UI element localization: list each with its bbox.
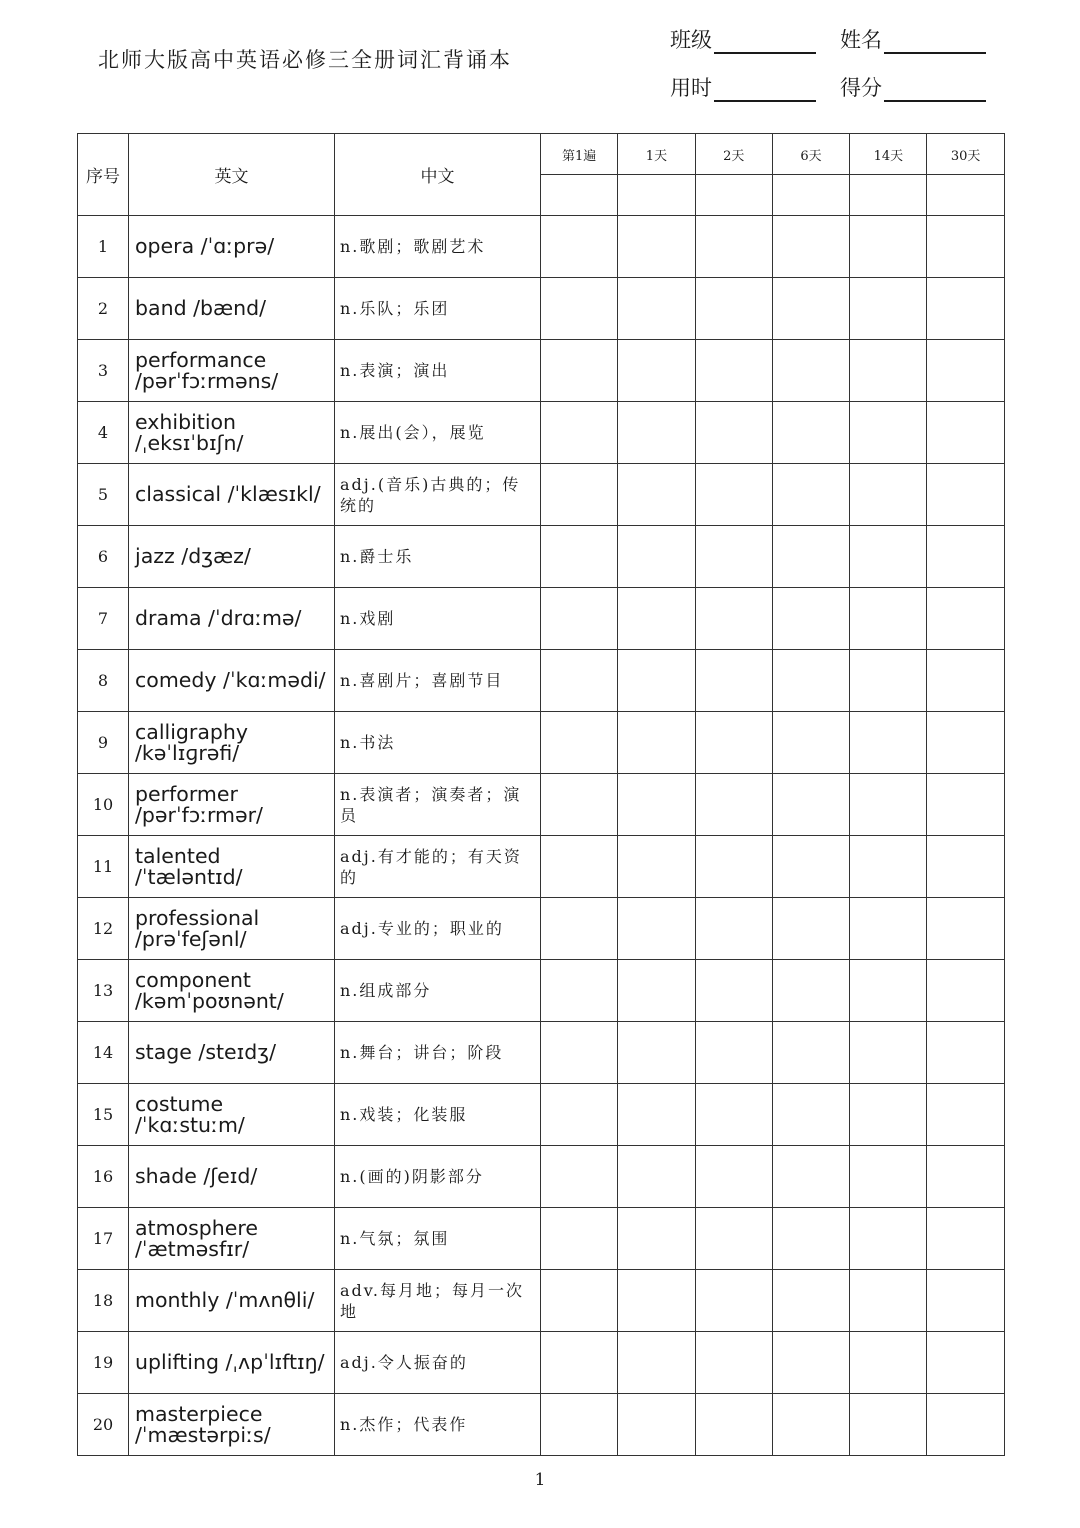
review-check-cell [927, 1394, 1004, 1456]
column-header-index: 序号 [78, 134, 129, 216]
review-check-cell [695, 774, 772, 836]
review-check-cell [618, 588, 695, 650]
row-index: 12 [78, 898, 129, 960]
chinese-meaning: n.表演者；演奏者；演员 [335, 774, 541, 836]
review-check-cell [850, 1270, 927, 1332]
review-check-cell [695, 340, 772, 402]
english-word [129, 216, 335, 278]
chinese-meaning: n.杰作；代表作 [335, 1394, 541, 1456]
english-word-line: jazz /dʒæz/ [135, 544, 251, 568]
english-word [129, 774, 335, 836]
review-check-cell [618, 464, 695, 526]
table-row [78, 712, 1005, 774]
review-check-cell [927, 650, 1004, 712]
review-check-cell [927, 1084, 1004, 1146]
english-word [129, 1022, 335, 1084]
english-word-line: /ˈtæləntɪd/ [135, 864, 243, 889]
review-check-cell [618, 1270, 695, 1332]
english-word-line: component [135, 967, 251, 992]
table-row [78, 1394, 1005, 1456]
review-check-cell [927, 1270, 1004, 1332]
table-row [78, 960, 1005, 1022]
english-word-line: calligraphy [135, 719, 249, 744]
chinese-meaning: n.表演；演出 [335, 340, 541, 402]
english-word-line: /prəˈfeʃənl/ [135, 926, 247, 951]
review-check-cell [541, 650, 618, 712]
review-check-cell [850, 898, 927, 960]
review-check-cell [541, 464, 618, 526]
row-index: 7 [78, 588, 129, 650]
table-row [78, 1084, 1005, 1146]
review-check-cell [541, 175, 618, 216]
review-check-cell [618, 526, 695, 588]
english-word-line: comedy /ˈkɑːmədi/ [135, 668, 326, 692]
review-check-cell [695, 278, 772, 340]
chinese-meaning: n.歌剧；歌剧艺术 [335, 216, 541, 278]
review-check-cell [850, 1394, 927, 1456]
review-check-cell [695, 1332, 772, 1394]
row-index: 4 [78, 402, 129, 464]
english-word-line: drama /ˈdrɑːmə/ [135, 606, 302, 630]
english-word [129, 1084, 335, 1146]
table-body [78, 216, 1005, 1456]
review-check-cell [772, 340, 849, 402]
table-row [78, 588, 1005, 650]
english-word-line: monthly /ˈmʌnθli/ [135, 1288, 315, 1312]
class-label: 班级 [670, 28, 712, 52]
time-blank-line [714, 78, 816, 102]
english-word [129, 1208, 335, 1270]
english-word-line: performer [135, 781, 238, 806]
page-number: 1 [534, 1470, 546, 1490]
review-check-cell [618, 650, 695, 712]
row-index: 6 [78, 526, 129, 588]
english-word-line: talented [135, 843, 221, 868]
table-row [78, 774, 1005, 836]
review-check-cell [541, 526, 618, 588]
review-check-cell [541, 1332, 618, 1394]
review-check-cell [618, 1022, 695, 1084]
row-index: 16 [78, 1146, 129, 1208]
review-check-cell [772, 1146, 849, 1208]
table-row [78, 1270, 1005, 1332]
review-check-cell [695, 1208, 772, 1270]
row-index: 15 [78, 1084, 129, 1146]
review-check-cell [850, 402, 927, 464]
review-check-cell [772, 216, 849, 278]
english-word [129, 1394, 335, 1456]
score-label: 得分 [840, 76, 882, 100]
chinese-meaning: adj.专业的；职业的 [335, 898, 541, 960]
class-field [670, 24, 816, 54]
review-check-cell [541, 402, 618, 464]
review-check-cell [927, 340, 1004, 402]
review-check-cell [695, 526, 772, 588]
english-word-line: shade /ʃeɪd/ [135, 1164, 258, 1188]
column-header-chinese: 中文 [335, 134, 541, 216]
chinese-meaning: adj.(音乐)古典的；传统的 [335, 464, 541, 526]
chinese-meaning: n.爵士乐 [335, 526, 541, 588]
document-title: 北师大版高中英语必修三全册词汇背诵本 [98, 48, 512, 72]
review-check-cell [850, 1084, 927, 1146]
chinese-meaning: n.(画的)阴影部分 [335, 1146, 541, 1208]
vocabulary-table [77, 133, 1005, 1456]
table-row [78, 1332, 1005, 1394]
chinese-meaning: adj.有才能的；有天资的 [335, 836, 541, 898]
review-check-cell [541, 1208, 618, 1270]
english-word-line: /ˈmæstərpiːs/ [135, 1422, 271, 1447]
review-check-cell [850, 216, 927, 278]
review-check-cell [541, 774, 618, 836]
column-header-review-6: 30天 [927, 134, 1004, 175]
english-word-line: /pərˈfɔːrməns/ [135, 368, 279, 393]
english-word-line: stage /steɪdʒ/ [135, 1040, 277, 1064]
table-row [78, 278, 1005, 340]
review-check-cell [695, 960, 772, 1022]
review-check-cell [618, 402, 695, 464]
english-word [129, 526, 335, 588]
review-check-cell [541, 1394, 618, 1456]
review-check-cell [541, 1022, 618, 1084]
row-index: 19 [78, 1332, 129, 1394]
review-check-cell [927, 898, 1004, 960]
review-check-cell [618, 216, 695, 278]
review-check-cell [772, 898, 849, 960]
review-check-cell [850, 1022, 927, 1084]
review-check-cell [850, 650, 927, 712]
column-header-english: 英文 [129, 134, 335, 216]
review-check-cell [927, 175, 1004, 216]
chinese-meaning: adj.令人振奋的 [335, 1332, 541, 1394]
review-check-cell [695, 1394, 772, 1456]
review-check-cell [618, 1394, 695, 1456]
row-index: 3 [78, 340, 129, 402]
review-check-cell [772, 774, 849, 836]
chinese-meaning: n.气氛；氛围 [335, 1208, 541, 1270]
row-index: 14 [78, 1022, 129, 1084]
review-check-cell [850, 278, 927, 340]
english-word-line: uplifting /ˌʌpˈlɪftɪŋ/ [135, 1350, 325, 1374]
english-word [129, 1332, 335, 1394]
review-check-cell [541, 898, 618, 960]
table-row [78, 340, 1005, 402]
english-word [129, 340, 335, 402]
review-check-cell [850, 712, 927, 774]
time-field [670, 72, 816, 102]
english-word-line: /ˈkɑːstuːm/ [135, 1112, 245, 1137]
review-check-cell [695, 216, 772, 278]
review-check-cell [772, 1270, 849, 1332]
row-index: 1 [78, 216, 129, 278]
english-word-line: /ˌeksɪˈbɪʃn/ [135, 430, 244, 455]
time-label: 用时 [670, 76, 712, 100]
review-check-cell [772, 712, 849, 774]
review-check-cell [850, 774, 927, 836]
review-check-cell [850, 340, 927, 402]
chinese-meaning: n.展出(会），展览 [335, 402, 541, 464]
english-word [129, 278, 335, 340]
table-row [78, 650, 1005, 712]
review-check-cell [772, 1394, 849, 1456]
review-check-cell [850, 1208, 927, 1270]
review-check-cell [927, 1332, 1004, 1394]
score-field [840, 72, 986, 102]
review-check-cell [541, 278, 618, 340]
review-check-cell [618, 1208, 695, 1270]
name-label: 姓名 [840, 28, 882, 52]
review-check-cell [927, 712, 1004, 774]
review-check-cell [927, 216, 1004, 278]
chinese-meaning: n.戏剧 [335, 588, 541, 650]
review-check-cell [772, 464, 849, 526]
column-header-review-3: 2天 [695, 134, 772, 175]
row-index: 2 [78, 278, 129, 340]
review-check-cell [618, 175, 695, 216]
review-check-cell [618, 1084, 695, 1146]
column-header-review-2: 1天 [618, 134, 695, 175]
column-header-review-1: 第1遍 [541, 134, 618, 175]
table-row [78, 216, 1005, 278]
name-blank-line [884, 30, 986, 54]
review-check-cell [695, 175, 772, 216]
row-index: 17 [78, 1208, 129, 1270]
review-check-cell [850, 1332, 927, 1394]
review-check-cell [695, 1270, 772, 1332]
row-index: 10 [78, 774, 129, 836]
review-check-cell [695, 898, 772, 960]
english-word-line: band /bænd/ [135, 296, 267, 320]
chinese-meaning: n.书法 [335, 712, 541, 774]
chinese-meaning: n.戏装；化装服 [335, 1084, 541, 1146]
review-check-cell [927, 1208, 1004, 1270]
review-check-cell [618, 340, 695, 402]
review-check-cell [541, 1084, 618, 1146]
review-check-cell [541, 340, 618, 402]
english-word-line: classical /ˈklæsɪkl/ [135, 482, 321, 506]
review-check-cell [850, 836, 927, 898]
score-blank-line [884, 78, 986, 102]
name-field [840, 24, 986, 54]
chinese-meaning: n.乐队；乐团 [335, 278, 541, 340]
english-word [129, 588, 335, 650]
review-check-cell [927, 588, 1004, 650]
review-check-cell [695, 650, 772, 712]
english-word [129, 402, 335, 464]
review-check-cell [850, 175, 927, 216]
review-check-cell [772, 650, 849, 712]
review-check-cell [541, 216, 618, 278]
review-check-cell [772, 588, 849, 650]
review-check-cell [772, 175, 849, 216]
chinese-meaning: n.喜剧片；喜剧节目 [335, 650, 541, 712]
review-check-cell [695, 1084, 772, 1146]
review-check-cell [850, 464, 927, 526]
english-word [129, 650, 335, 712]
english-word [129, 1270, 335, 1332]
review-check-cell [695, 588, 772, 650]
english-word [129, 464, 335, 526]
row-index: 5 [78, 464, 129, 526]
review-check-cell [618, 712, 695, 774]
review-check-cell [927, 1146, 1004, 1208]
table-row [78, 402, 1005, 464]
table-row [78, 836, 1005, 898]
review-check-cell [541, 960, 618, 1022]
english-word-line: performance [135, 347, 267, 372]
review-check-cell [772, 278, 849, 340]
review-check-cell [772, 1022, 849, 1084]
review-check-cell [541, 588, 618, 650]
review-check-cell [695, 1022, 772, 1084]
review-check-cell [618, 278, 695, 340]
column-header-review-5: 14天 [850, 134, 927, 175]
row-index: 20 [78, 1394, 129, 1456]
review-check-cell [541, 1270, 618, 1332]
review-check-cell [541, 712, 618, 774]
review-check-cell [927, 774, 1004, 836]
row-index: 11 [78, 836, 129, 898]
review-check-cell [618, 1332, 695, 1394]
english-word [129, 898, 335, 960]
english-word-line: opera /ˈɑːprə/ [135, 234, 275, 258]
english-word [129, 960, 335, 1022]
review-check-cell [695, 402, 772, 464]
review-check-cell [772, 1208, 849, 1270]
english-word [129, 1146, 335, 1208]
chinese-meaning: n.组成部分 [335, 960, 541, 1022]
review-check-cell [618, 1146, 695, 1208]
row-index: 18 [78, 1270, 129, 1332]
english-word [129, 836, 335, 898]
review-check-cell [772, 960, 849, 1022]
english-word-line: /kəˈlɪɡrəfi/ [135, 740, 240, 765]
review-check-cell [695, 1146, 772, 1208]
review-check-cell [772, 1332, 849, 1394]
table-row [78, 1146, 1005, 1208]
row-index: 13 [78, 960, 129, 1022]
class-blank-line [714, 30, 816, 54]
chinese-meaning: adv.每月地；每月一次地 [335, 1270, 541, 1332]
review-check-cell [927, 1022, 1004, 1084]
english-word-line: professional [135, 905, 260, 930]
review-check-cell [850, 960, 927, 1022]
review-check-cell [618, 836, 695, 898]
row-index: 8 [78, 650, 129, 712]
english-word-line: atmosphere [135, 1215, 258, 1240]
review-check-cell [541, 1146, 618, 1208]
review-check-cell [618, 898, 695, 960]
review-check-cell [695, 836, 772, 898]
table-row [78, 526, 1005, 588]
english-word [129, 712, 335, 774]
review-check-cell [927, 960, 1004, 1022]
review-check-cell [618, 960, 695, 1022]
review-check-cell [695, 712, 772, 774]
table-row [78, 1208, 1005, 1270]
review-check-cell [618, 774, 695, 836]
english-word-line: /pərˈfɔːrmər/ [135, 802, 263, 827]
english-word-line: /ˈætməsfɪr/ [135, 1236, 250, 1261]
review-check-cell [927, 278, 1004, 340]
review-check-cell [772, 1084, 849, 1146]
english-word-line: /kəmˈpoʊnənt/ [135, 988, 284, 1013]
review-check-cell [772, 526, 849, 588]
english-word-line: masterpiece [135, 1401, 263, 1426]
review-check-cell [541, 836, 618, 898]
table-header [78, 134, 1005, 216]
review-check-cell [772, 402, 849, 464]
table-row [78, 464, 1005, 526]
review-check-cell [927, 464, 1004, 526]
english-word-line: costume [135, 1091, 224, 1116]
review-check-cell [927, 526, 1004, 588]
review-check-cell [850, 588, 927, 650]
column-header-review-4: 6天 [772, 134, 849, 175]
table-row [78, 898, 1005, 960]
review-check-cell [850, 526, 927, 588]
review-check-cell [772, 836, 849, 898]
row-index: 9 [78, 712, 129, 774]
table-row [78, 1022, 1005, 1084]
review-check-cell [927, 402, 1004, 464]
review-check-cell [695, 464, 772, 526]
english-word-line: exhibition [135, 409, 237, 434]
review-check-cell [850, 1146, 927, 1208]
review-check-cell [927, 836, 1004, 898]
chinese-meaning: n.舞台；讲台；阶段 [335, 1022, 541, 1084]
